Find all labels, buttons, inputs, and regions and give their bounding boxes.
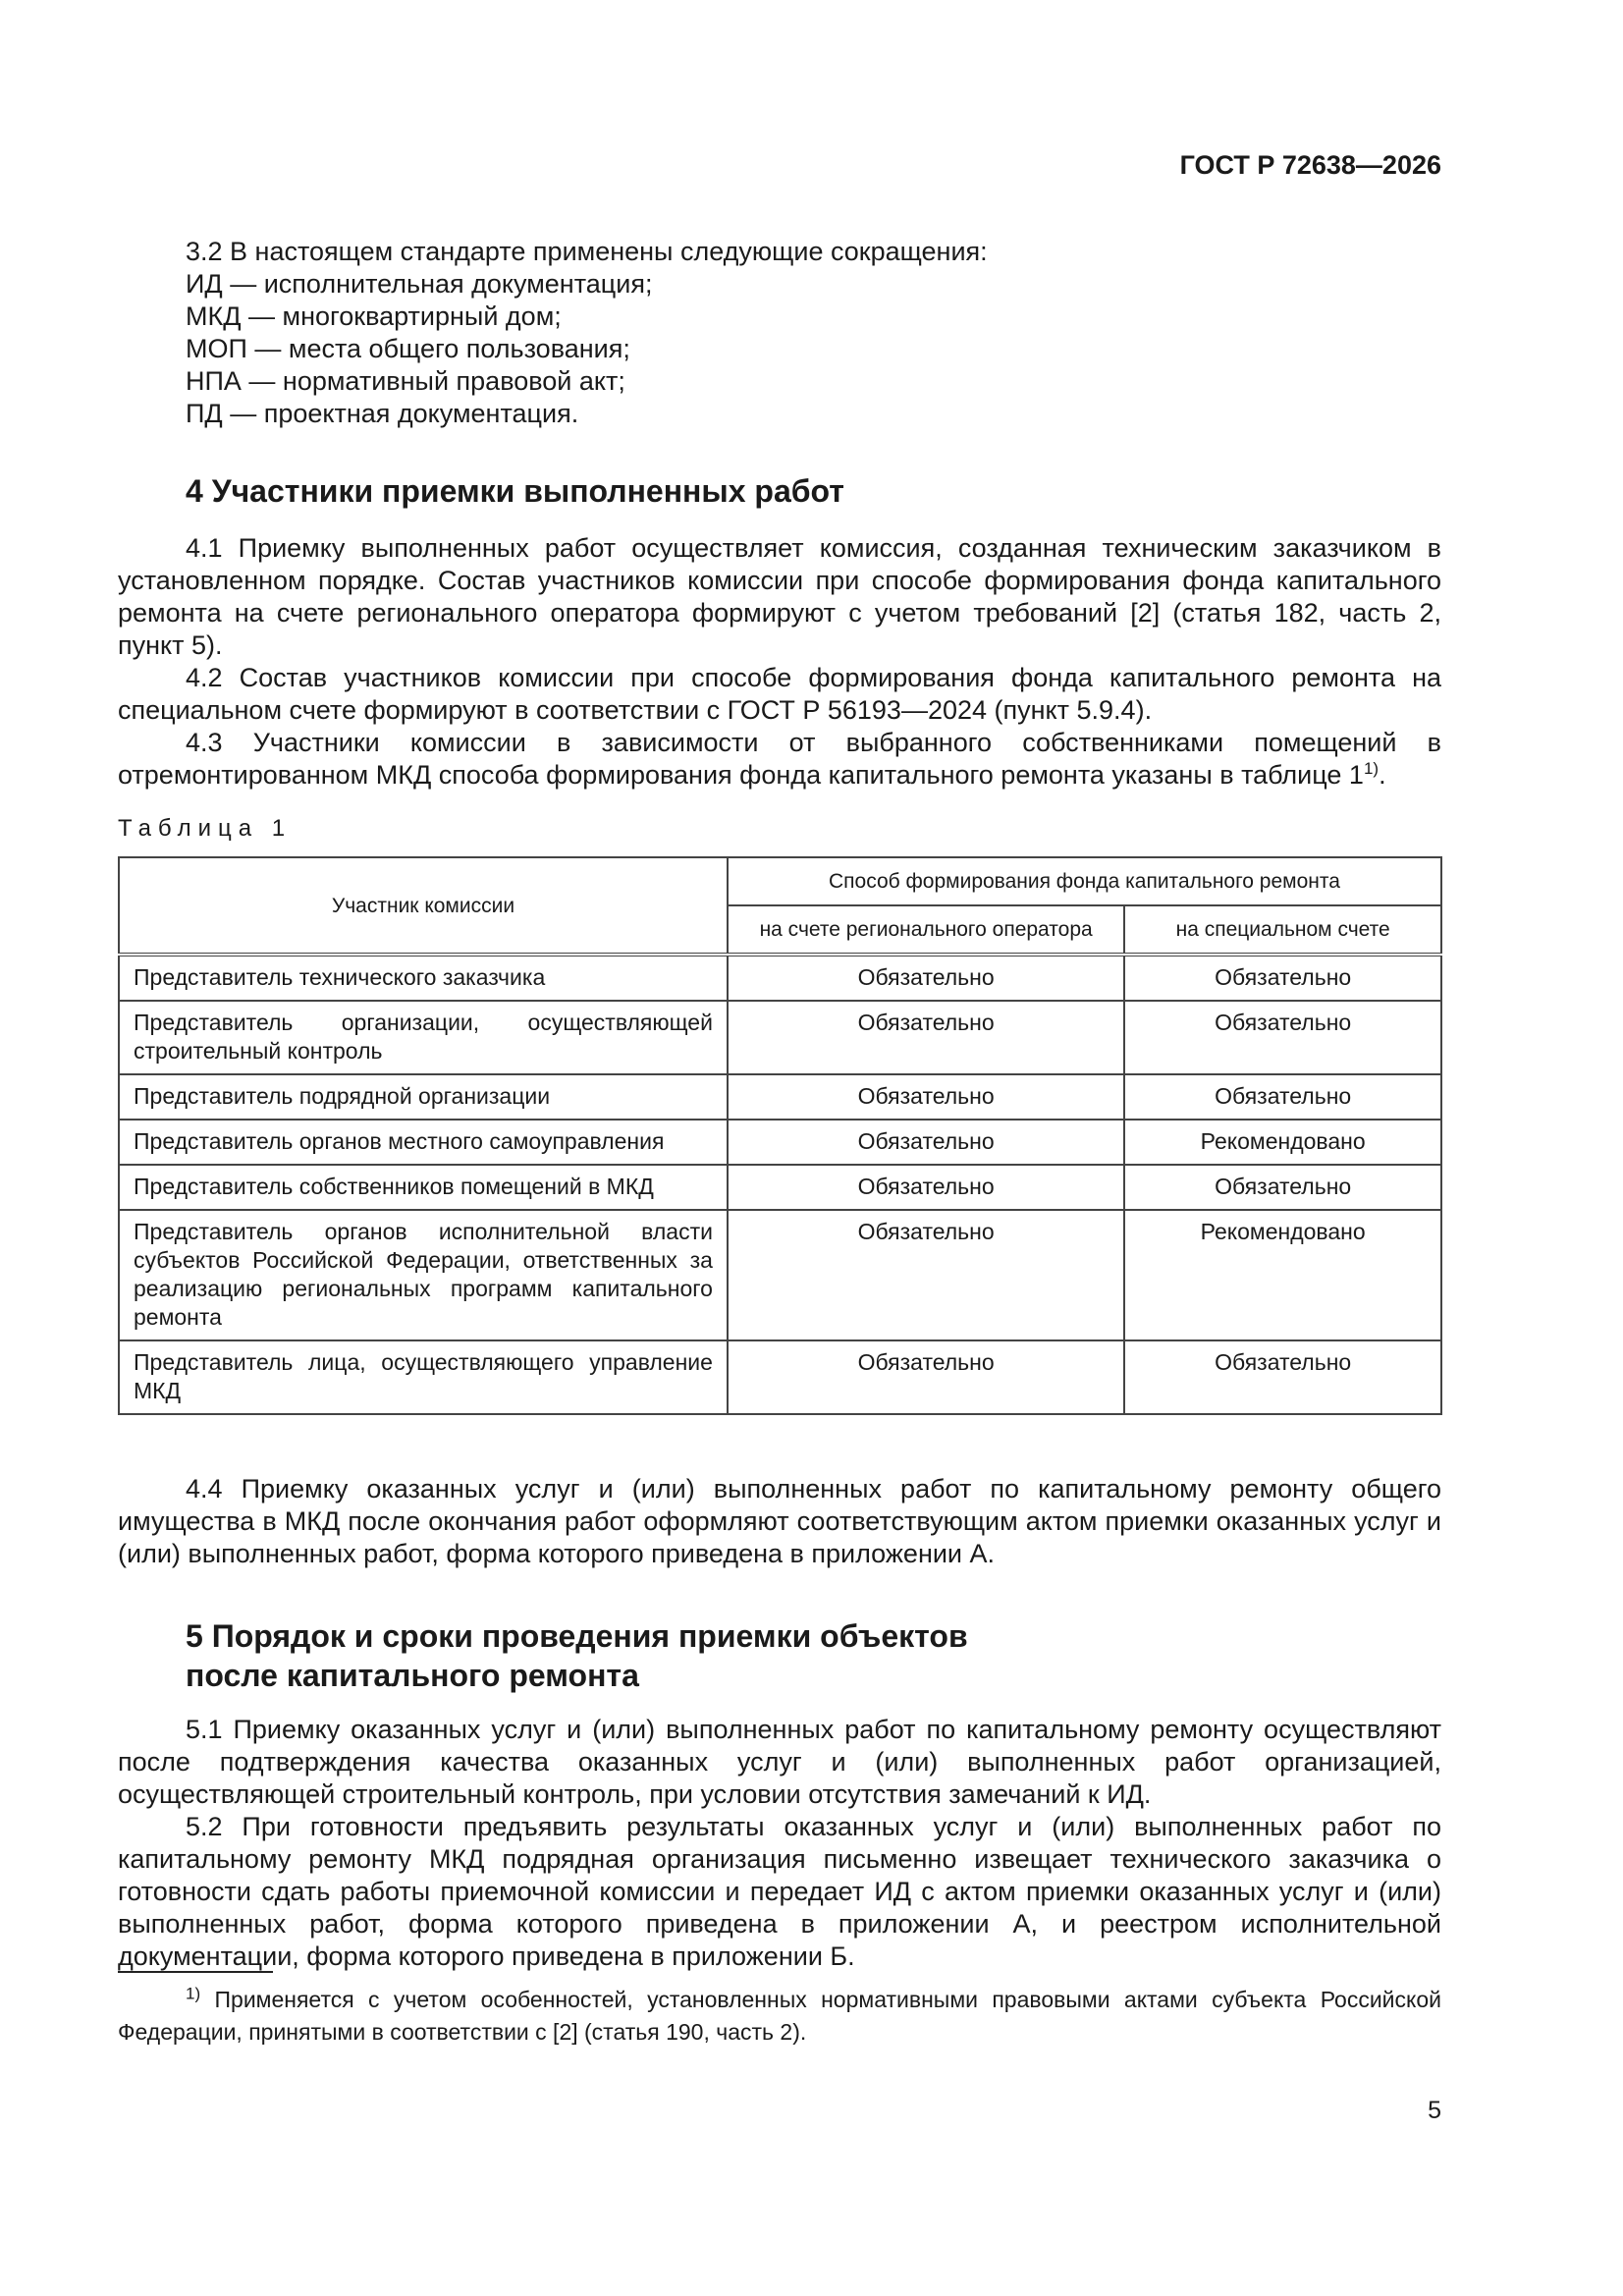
regional-value-cell: Обязательно — [728, 1001, 1124, 1074]
footnote — [118, 1984, 1441, 2049]
paragraph-4-2: 4.2 Состав участников комиссии при способе формирования фонда капитального ремонта на специальном счете формируют в соответствии с ГОСТ Р 56193—2024 (пункт 5.9.4). — [118, 663, 1441, 725]
abbreviations-section — [118, 236, 1441, 430]
table-header-row — [119, 857, 1441, 905]
header-fund-method: Способ формирования фонда капитального ремонта — [728, 857, 1441, 905]
special-value-cell: Обязательно — [1124, 1340, 1441, 1414]
table-row — [119, 1340, 1441, 1414]
participant-cell: Представитель лица, осуществляющего управление МКД — [119, 1340, 728, 1414]
regional-value-cell: Обязательно — [728, 1210, 1124, 1340]
footnote-text — [118, 1984, 1441, 2049]
table-row — [119, 1074, 1441, 1120]
participant-cell: Представитель органов местного самоуправления — [119, 1120, 728, 1165]
table-row — [119, 1210, 1441, 1340]
section-4-heading: 4 Участники приемки выполненных работ — [186, 473, 844, 509]
paragraph-4-4-block — [118, 1473, 1441, 1570]
table-row — [119, 1165, 1441, 1210]
abbreviation-item: МКД — многоквартирный дом; — [186, 301, 562, 331]
abbreviation-item: ИД — исполнительная документация; — [186, 269, 653, 299]
abbreviations-intro: 3.2 В настоящем стандарте применены следующие сокращения: — [186, 237, 988, 266]
paragraph-4-3-end: . — [1379, 760, 1386, 790]
document-code-header: ГОСТ Р 72638—2026 — [1179, 150, 1441, 180]
abbreviation-item: НПА — нормативный правовой акт; — [186, 366, 625, 396]
special-value-cell: Рекомендовано — [1124, 1210, 1441, 1340]
section-5-body — [118, 1714, 1441, 1973]
header-regional-operator: на счете регионального оператора — [728, 905, 1124, 955]
footnote-reference: 1) — [1363, 759, 1380, 778]
abbreviation-item: МОП — места общего пользования; — [186, 334, 630, 363]
participant-cell: Представитель собственников помещений в МКД — [119, 1165, 728, 1210]
paragraph-4-3 — [118, 727, 1441, 792]
regional-value-cell: Обязательно — [728, 1340, 1124, 1414]
table-caption: Таблица 1 — [118, 815, 293, 842]
paragraph-4-3-text: 4.3 Участники комиссии в зависимости от выбранного собственниками помещений в отремонтированном МКД способа формирования фонда капитального ремонта указаны в таблице 1 — [118, 728, 1441, 790]
participants-table — [118, 856, 1442, 1415]
participant-cell: Представитель организации, осуществляющей строительный контроль — [119, 1001, 728, 1074]
section-5-heading — [118, 1616, 1509, 1695]
page-number: 5 — [1428, 2097, 1441, 2124]
table-row — [119, 955, 1441, 1001]
regional-value-cell: Обязательно — [728, 1120, 1124, 1165]
footnote-body: Применяется с учетом особенностей, установленных нормативными правовыми актами субъекта Российской Федерации, принятыми в соответствии с [2] (статья 190, часть 2). — [118, 1987, 1441, 2045]
abbreviation-item: ПД — проектная документация. — [186, 399, 579, 428]
paragraph-5-2: 5.2 При готовности предъявить результаты оказанных услуг и (или) выполненных работ по капитальному ремонту МКД подрядная организация письменно извещает технического заказчика о готовности сдать работы приемочной комиссии и передает ИД с актом приемки оказанных услуг и (или) выполненных работ, форма которого приведена в приложении А, и реестром исполнительной документации, форма которого приведена в приложении Б. — [118, 1812, 1441, 1971]
footnote-separator — [118, 1971, 273, 1973]
regional-value-cell: Обязательно — [728, 1165, 1124, 1210]
paragraph-5-1: 5.1 Приемку оказанных услуг и (или) выполненных работ по капитальному ремонту осуществляют после подтверждения качества оказанных услуг и (или) выполненных работ организацией, осуществляющей строительный контроль, при условии отсутствия замечаний к ИД. — [118, 1715, 1441, 1809]
header-participant: Участник комиссии — [119, 857, 728, 955]
regional-value-cell: Обязательно — [728, 1074, 1124, 1120]
table-row — [119, 1001, 1441, 1074]
special-value-cell: Обязательно — [1124, 1074, 1441, 1120]
participant-cell: Представитель технического заказчика — [119, 955, 728, 1001]
special-value-cell: Обязательно — [1124, 955, 1441, 1001]
special-value-cell: Рекомендовано — [1124, 1120, 1441, 1165]
table-row — [119, 1120, 1441, 1165]
section-5-heading-line-2: после капитального ремонта — [186, 1658, 639, 1693]
special-value-cell: Обязательно — [1124, 1001, 1441, 1074]
participant-cell: Представитель подрядной организации — [119, 1074, 728, 1120]
regional-value-cell: Обязательно — [728, 955, 1124, 1001]
paragraph-4-1: 4.1 Приемку выполненных работ осуществляет комиссия, созданная техническим заказчиком в установленном порядке. Состав участников комиссии при способе формирования фонда капитального ремонта на счете регионального оператора формируют с учетом требований [2] (статья 182, часть 2, пункт 5). — [118, 533, 1441, 660]
paragraph-4-4: 4.4 Приемку оказанных услуг и (или) выполненных работ по капитальному ремонту общего имущества в МКД после окончания работ оформляют соответствующим актом приемки оказанных услуг и (или) выполненных работ, форма которого приведена в приложении А. — [118, 1474, 1441, 1568]
special-value-cell: Обязательно — [1124, 1165, 1441, 1210]
section-4-body — [118, 532, 1441, 792]
footnote-mark: 1) — [186, 1984, 201, 2003]
participant-cell: Представитель органов исполнительной власти субъектов Российской Федерации, ответственных за реализацию региональных программ капитального ремонта — [119, 1210, 728, 1340]
section-5-heading-line-1: 5 Порядок и сроки проведения приемки объектов — [186, 1618, 968, 1654]
header-special-account: на специальном счете — [1124, 905, 1441, 955]
